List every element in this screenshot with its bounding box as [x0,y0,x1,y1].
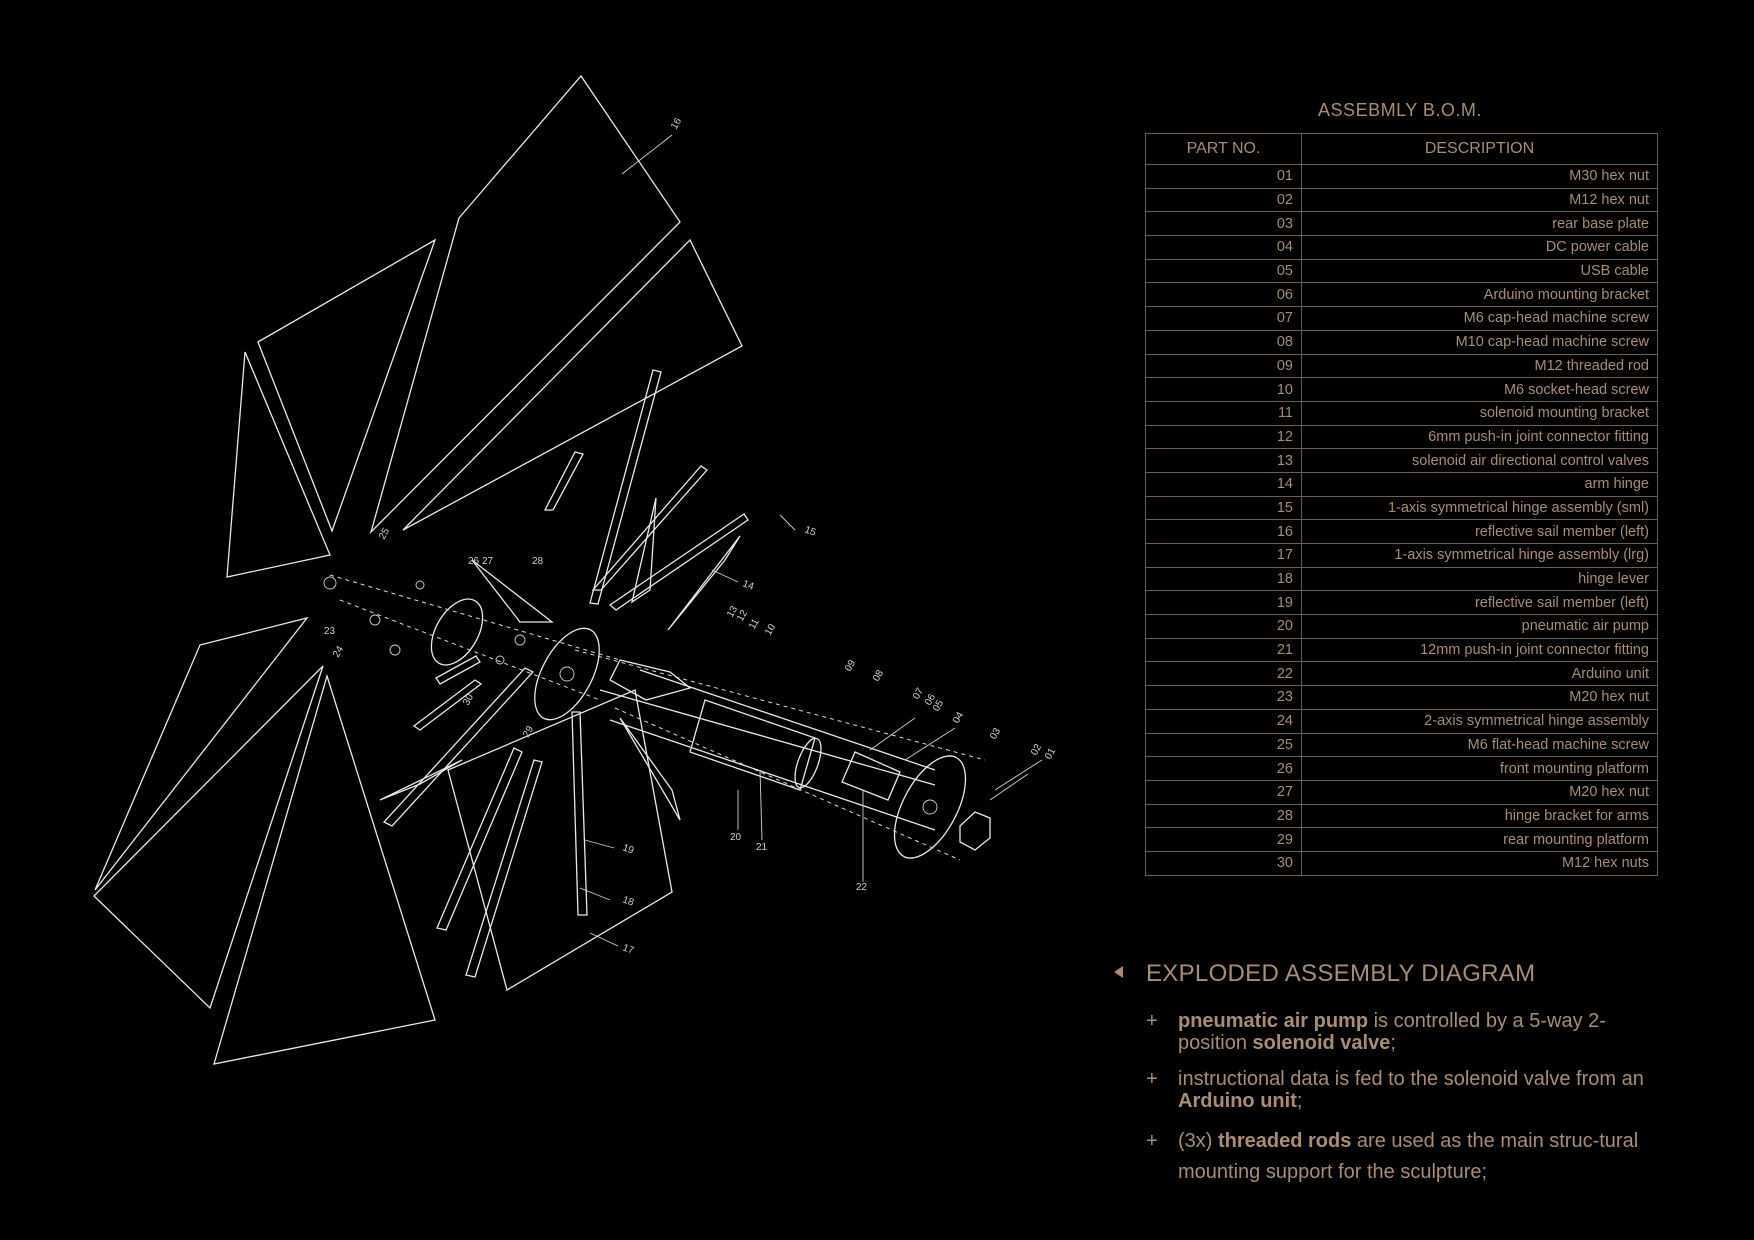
part-description: M12 hex nut [1302,188,1658,212]
note-bold: solenoid valve [1252,1032,1391,1054]
note-bold: pneumatic air pump [1178,1010,1369,1032]
part-number: 17 [1146,544,1302,568]
m30-hex-nut [960,812,990,850]
part-description: M10 cap-head machine screw [1302,330,1658,354]
plus-icon: + [1146,1010,1158,1032]
part-description: M6 socket-head screw [1302,378,1658,402]
callout-21: 21 [756,842,768,853]
note-text: ; [1296,1090,1303,1112]
callout-13: 13 [725,604,741,620]
part-number: 05 [1146,259,1302,283]
part-number: 29 [1146,828,1302,852]
callout-28: 28 [532,556,544,567]
note-text: are used as the main struc-tural mounting support for the sculpture; [1178,1130,1639,1183]
part-description: DC power cable [1302,236,1658,260]
part-no-header: PART NO. [1146,134,1302,165]
table-row [1146,851,1658,875]
part-number: 26 [1146,757,1302,781]
callout-12: 12 [735,608,751,624]
part-number: 07 [1146,307,1302,331]
part-number: 21 [1146,638,1302,662]
hinge-lever [590,370,661,604]
callout-08: 08 [871,668,887,684]
bom-title: ASSEBMLY B.O.M. [1318,100,1482,120]
callout-14: 14 [740,578,756,593]
part-number: 16 [1146,520,1302,544]
callout-02: 02 [1029,742,1045,758]
rear-base-plate [880,745,980,869]
callout-26: 26 [468,556,480,567]
callout-04: 04 [951,710,967,726]
callout-25: 25 [377,526,393,542]
table-row [1146,354,1658,378]
part-description: reflective sail member (left) [1302,520,1658,544]
bom-body [1146,165,1658,876]
part-description: front mounting platform [1302,757,1658,781]
callout-11: 11 [747,617,762,632]
part-number: 22 [1146,662,1302,686]
part-number: 14 [1146,472,1302,496]
hinge-lever [545,452,583,510]
table-row [1146,401,1658,425]
bom-header-row [1146,134,1658,165]
part-description: M20 hex nut [1302,686,1658,710]
part-description: hinge lever [1302,567,1658,591]
sail-panel [227,352,330,577]
part-number: 11 [1146,401,1302,425]
part-number: 15 [1146,496,1302,520]
sail-panels [94,76,742,1064]
table-row [1146,425,1658,449]
part-number: 04 [1146,236,1302,260]
table-row [1146,165,1658,189]
callout-03: 03 [988,726,1004,742]
callout-16: 16 [669,116,685,132]
hub-cluster [324,575,620,700]
table-row [1146,212,1658,236]
part-description: hinge bracket for arms [1302,804,1658,828]
plus-icon: + [1146,1068,1158,1090]
description-header: DESCRIPTION [1302,134,1658,165]
plus-icon: + [1146,1130,1158,1152]
table-row [1146,757,1658,781]
arm-bracket [472,560,552,622]
pump-and-rods [575,650,1045,860]
callout-18: 18 [620,894,636,909]
triangle-left-icon [1114,966,1123,978]
callout-22: 22 [856,882,868,893]
part-description: reflective sail member (left) [1302,591,1658,615]
callout-01: 01 [1043,746,1059,762]
sail-panel [214,676,435,1064]
sail-panel [95,618,307,890]
table-row [1146,330,1658,354]
solenoid-mounting-bracket [610,660,690,700]
bom-table [1145,133,1658,876]
part-number: 09 [1146,354,1302,378]
part-number: 25 [1146,733,1302,757]
note-text: is controlled by a 5-way 2-position [1178,1010,1606,1054]
assembly-notes [1110,960,1670,1202]
part-number: 13 [1146,449,1302,473]
part-number: 10 [1146,378,1302,402]
table-row [1146,567,1658,591]
callout-17: 17 [620,942,636,957]
part-number: 03 [1146,212,1302,236]
callout-30: 30 [461,692,477,708]
callout-07: 07 [911,686,927,702]
leader-lines [580,135,863,946]
callout-24: 24 [331,644,347,660]
list-item [1110,1010,1670,1054]
note-bold: threaded rods [1218,1130,1352,1152]
part-description: M12 threaded rod [1302,354,1658,378]
callout-06: 06 [923,692,939,708]
part-description: M30 hex nut [1302,165,1658,189]
part-description: 6mm push-in joint connector fitting [1302,425,1658,449]
table-row [1146,236,1658,260]
callout-10: 10 [763,622,779,638]
list-item [1110,1068,1670,1112]
table-row [1146,472,1658,496]
table-row [1146,780,1658,804]
notes-heading [1110,960,1670,988]
callout-29: 29 [521,724,537,740]
hinge-levers [384,370,751,977]
part-description: 1-axis symmetrical hinge assembly (sml) [1302,496,1658,520]
callout-27: 27 [482,556,494,567]
table-row [1146,638,1658,662]
table-row [1146,804,1658,828]
part-description: arm hinge [1302,472,1658,496]
table-row [1146,188,1658,212]
arduino-unit [842,752,900,800]
sail-panel [403,240,742,530]
callout-20: 20 [730,832,742,843]
table-row [1146,591,1658,615]
threaded-rod [640,670,935,770]
part-description: M6 flat-head machine screw [1302,733,1658,757]
bom-panel [1145,100,1658,876]
table-row [1146,686,1658,710]
part-number: 24 [1146,709,1302,733]
part-number: 19 [1146,591,1302,615]
list-item [1110,1126,1670,1188]
part-number: 20 [1146,615,1302,639]
hinge-lever [572,712,587,915]
part-number: 28 [1146,804,1302,828]
front-mounting-platform [421,590,493,673]
part-number: 08 [1146,330,1302,354]
part-number: 23 [1146,686,1302,710]
part-description: rear base plate [1302,212,1658,236]
note-text: ; [1390,1032,1396,1054]
table-row [1146,259,1658,283]
part-description: 1-axis symmetrical hinge assembly (lrg) [1302,544,1658,568]
part-description: Arduino mounting bracket [1302,283,1658,307]
callout-23: 23 [324,626,336,637]
part-number: 06 [1146,283,1302,307]
table-row [1146,615,1658,639]
table-row [1146,662,1658,686]
part-description: solenoid mounting bracket [1302,401,1658,425]
part-description: M20 hex nut [1302,780,1658,804]
sail-panel [94,666,323,1008]
part-number: 30 [1146,851,1302,875]
part-number: 12 [1146,425,1302,449]
callout-05: 05 [931,698,947,714]
rear-mounting-platform [521,618,612,730]
note-text: (3x) [1178,1130,1218,1152]
table-row [1146,544,1658,568]
callout-15: 15 [802,524,818,539]
part-description: M6 cap-head machine screw [1302,307,1658,331]
mounting-platforms [421,590,980,869]
callout-19: 19 [620,842,636,857]
part-description: pneumatic air pump [1302,615,1658,639]
table-row [1146,520,1658,544]
part-description: M12 hex nuts [1302,851,1658,875]
part-description: Arduino unit [1302,662,1658,686]
part-description: rear mounting platform [1302,828,1658,852]
table-row [1146,307,1658,331]
table-row [1146,283,1658,307]
note-bold: Arduino unit [1178,1090,1297,1112]
hinge-lever [610,514,748,610]
part-number: 02 [1146,188,1302,212]
part-number: 18 [1146,567,1302,591]
sail-panel [448,690,672,990]
part-description: 12mm push-in joint connector fitting [1302,638,1658,662]
table-row [1146,378,1658,402]
part-number: 27 [1146,780,1302,804]
part-description: USB cable [1302,259,1658,283]
notes-list [1110,1010,1670,1188]
part-number: 01 [1146,165,1302,189]
table-row [1146,496,1658,520]
part-description: solenoid air directional control valves [1302,449,1658,473]
callout-09: 09 [843,658,859,674]
table-row [1146,733,1658,757]
sail-panel [258,240,435,531]
table-row [1146,828,1658,852]
notes-title: EXPLODED ASSEMBLY DIAGRAM [1146,960,1536,987]
table-row [1146,709,1658,733]
note-text: instructional data is fed to the solenoid valve from an [1178,1068,1644,1090]
threaded-rod [610,720,935,830]
table-row [1146,449,1658,473]
part-description: 2-axis symmetrical hinge assembly [1302,709,1658,733]
